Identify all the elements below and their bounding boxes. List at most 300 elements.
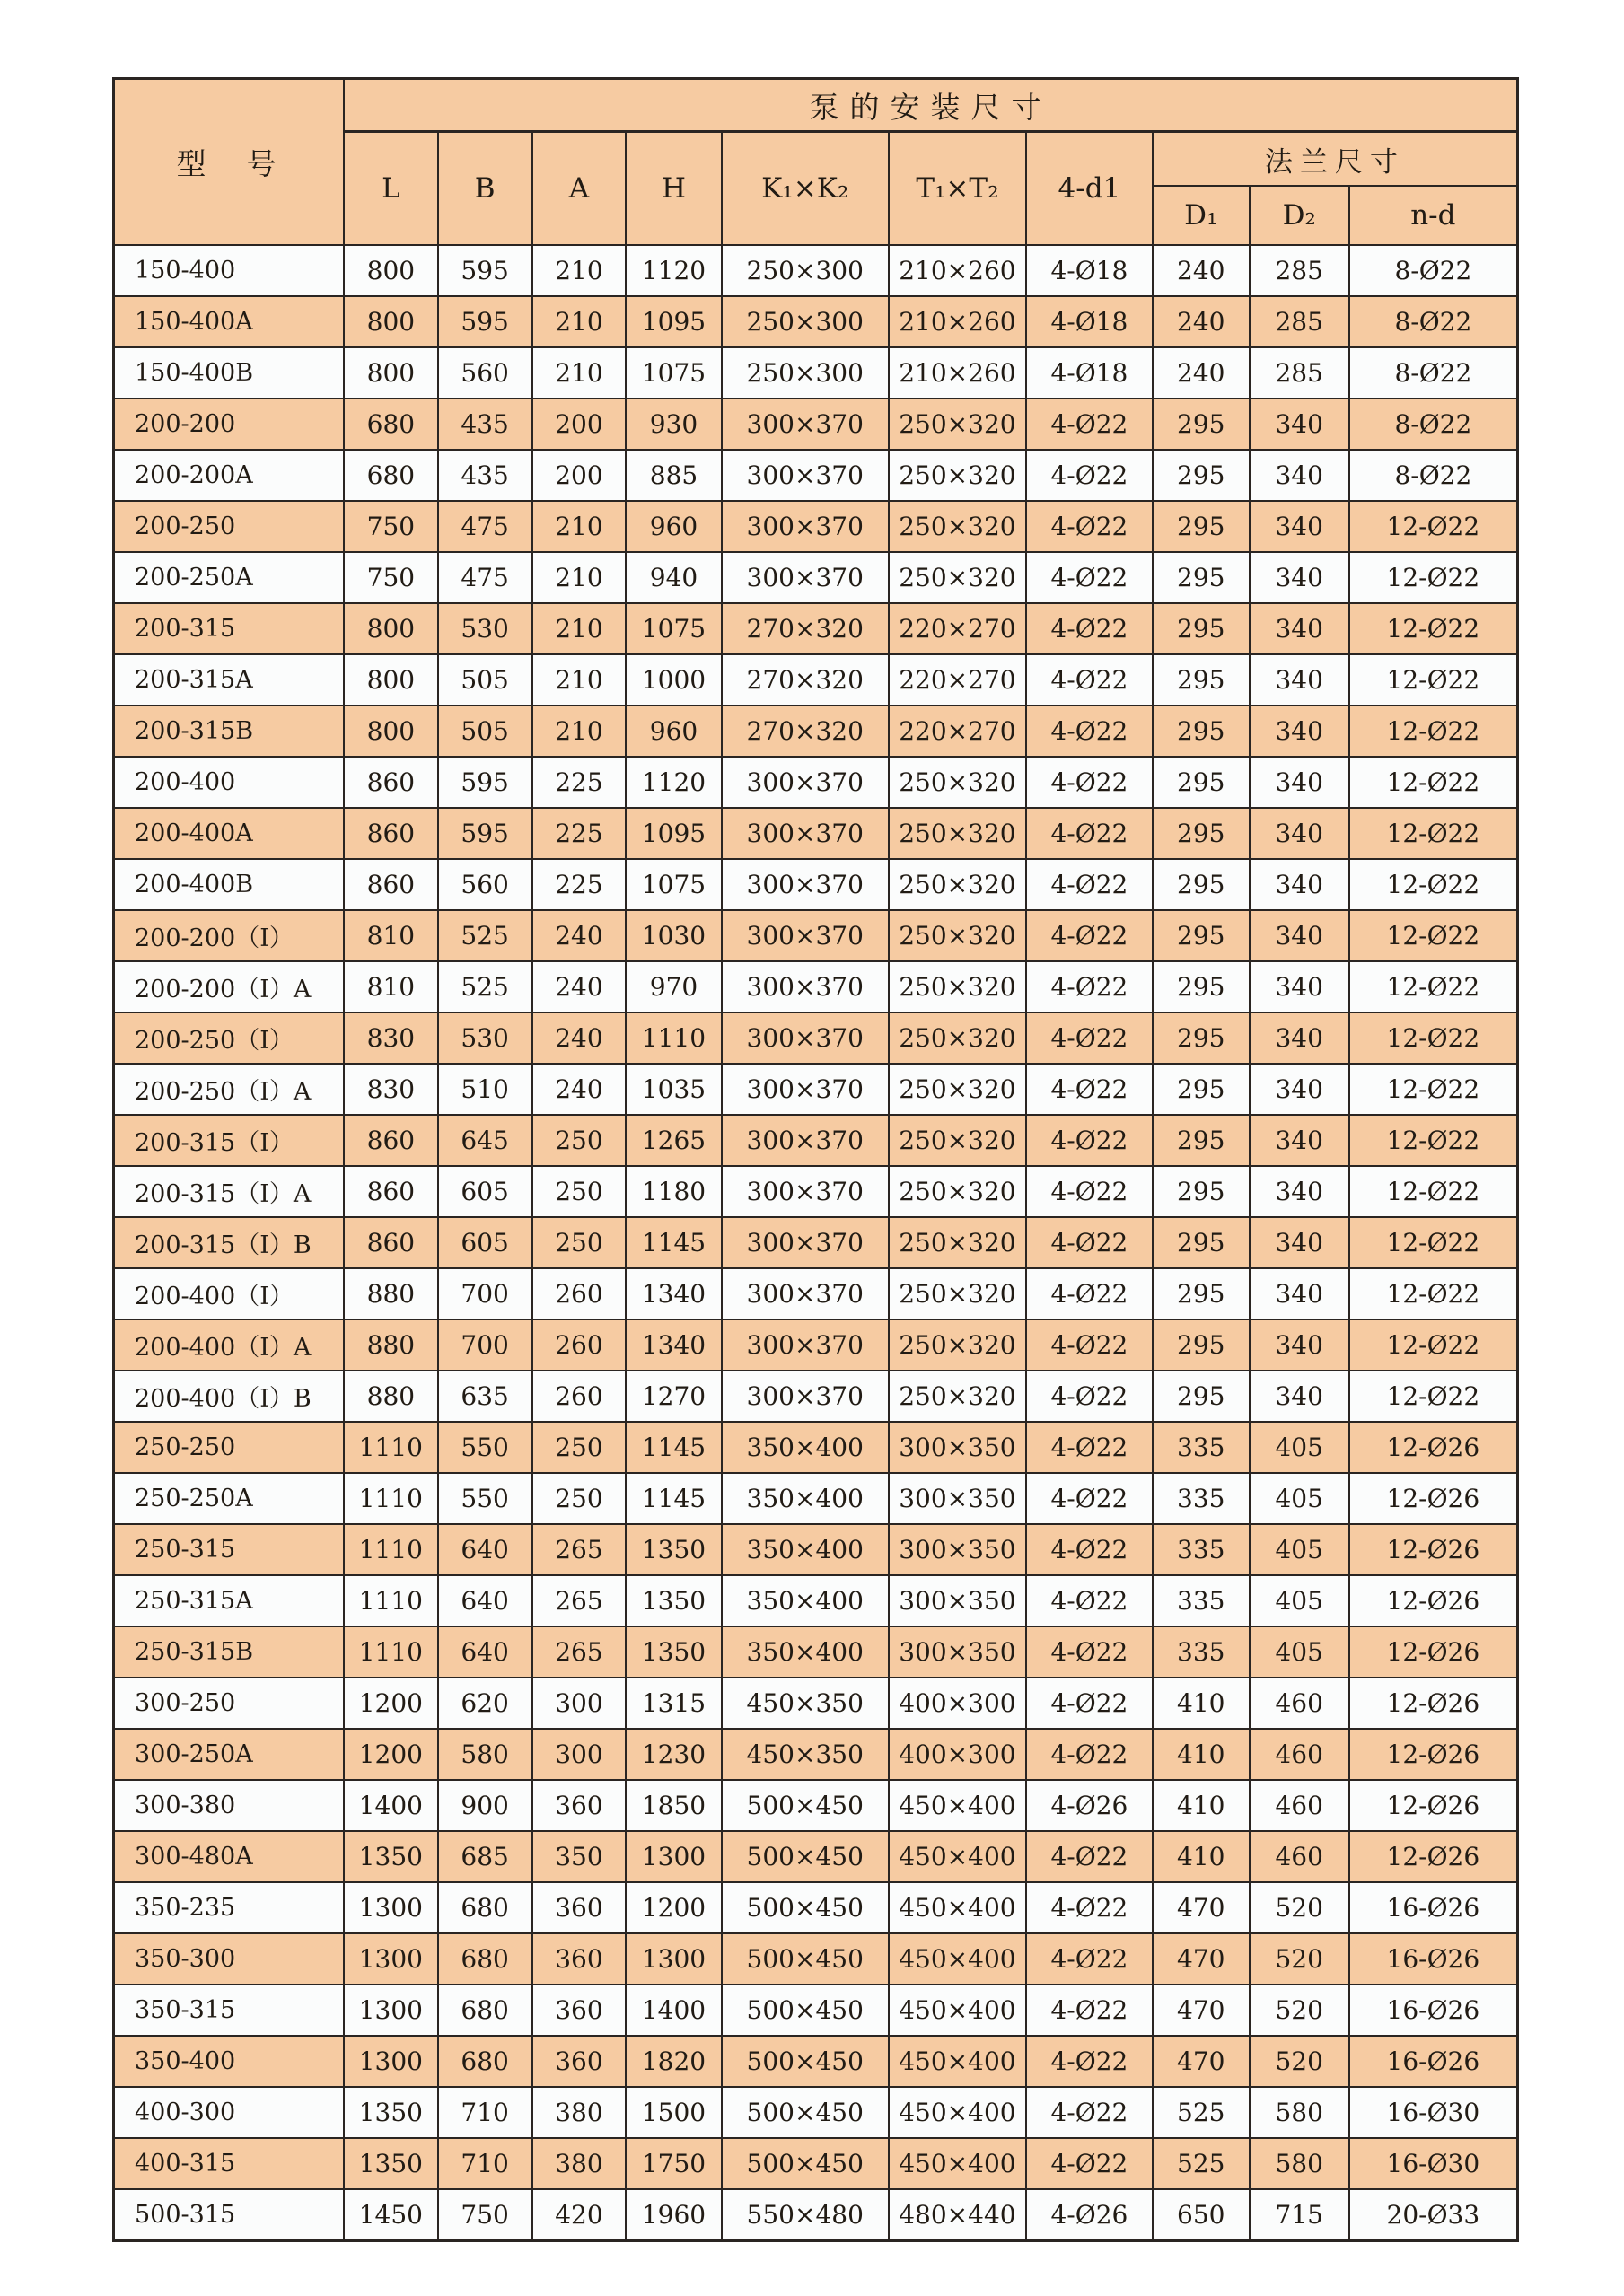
- cell-A: 240: [532, 1064, 627, 1115]
- cell-L: 1450: [344, 2189, 438, 2240]
- cell-H: 1230: [626, 1729, 721, 1780]
- table-row: [114, 1985, 1518, 2036]
- cell-A: 380: [532, 2138, 627, 2189]
- cell-L: 1110: [344, 1422, 438, 1473]
- cell-4-d1: 4-Ø22: [1026, 1115, 1153, 1166]
- cell-K1xK2: 350×400: [722, 1422, 889, 1473]
- cell-A: 225: [532, 808, 627, 859]
- header-flange-dimensions: 法兰尺寸: [1153, 132, 1518, 187]
- cell-n-d: 16-Ø26: [1349, 2036, 1518, 2087]
- cell-H: 940: [626, 552, 721, 603]
- cell-K1xK2: 300×370: [722, 1217, 889, 1268]
- cell-model: 350-400: [114, 2036, 344, 2087]
- cell-D1: 335: [1153, 1626, 1250, 1678]
- cell-T1xT2: 250×320: [889, 1319, 1026, 1371]
- cell-T1xT2: 300×350: [889, 1422, 1026, 1473]
- table-row: [114, 961, 1518, 1012]
- cell-T1xT2: 250×320: [889, 1012, 1026, 1064]
- cell-model: 200-315（I）A: [114, 1166, 344, 1217]
- cell-n-d: 12-Ø26: [1349, 1575, 1518, 1626]
- cell-4-d1: 4-Ø18: [1026, 347, 1153, 399]
- cell-K1xK2: 500×450: [722, 2087, 889, 2138]
- cell-B: 620: [438, 1678, 532, 1729]
- cell-A: 360: [532, 1985, 627, 2036]
- cell-K1xK2: 300×370: [722, 450, 889, 501]
- cell-4-d1: 4-Ø22: [1026, 1217, 1153, 1268]
- cell-model: 200-400（I）: [114, 1268, 344, 1319]
- cell-A: 420: [532, 2189, 627, 2240]
- cell-n-d: 12-Ø22: [1349, 808, 1518, 859]
- pump-dimension-table-wrap: [112, 77, 1519, 2242]
- cell-D1: 295: [1153, 399, 1250, 450]
- cell-D2: 285: [1250, 296, 1349, 347]
- cell-D2: 715: [1250, 2189, 1349, 2240]
- cell-T1xT2: 220×270: [889, 603, 1026, 654]
- cell-D2: 285: [1250, 245, 1349, 296]
- cell-D2: 580: [1250, 2087, 1349, 2138]
- cell-model: 300-250: [114, 1678, 344, 1729]
- cell-model: 300-250A: [114, 1729, 344, 1780]
- cell-K1xK2: 450×350: [722, 1729, 889, 1780]
- cell-D2: 405: [1250, 1473, 1349, 1524]
- cell-A: 350: [532, 1831, 627, 1882]
- cell-T1xT2: 250×320: [889, 1371, 1026, 1422]
- cell-model: 250-250: [114, 1422, 344, 1473]
- cell-T1xT2: 300×350: [889, 1575, 1026, 1626]
- cell-4-d1: 4-Ø22: [1026, 910, 1153, 961]
- cell-T1xT2: 400×300: [889, 1729, 1026, 1780]
- cell-n-d: 12-Ø22: [1349, 859, 1518, 910]
- cell-D1: 470: [1153, 1933, 1250, 1985]
- cell-B: 510: [438, 1064, 532, 1115]
- cell-D2: 520: [1250, 1985, 1349, 2036]
- cell-D1: 295: [1153, 654, 1250, 705]
- cell-4-d1: 4-Ø22: [1026, 1012, 1153, 1064]
- cell-A: 250: [532, 1166, 627, 1217]
- cell-4-d1: 4-Ø18: [1026, 296, 1153, 347]
- cell-n-d: 12-Ø22: [1349, 1268, 1518, 1319]
- cell-A: 265: [532, 1626, 627, 1678]
- cell-B: 580: [438, 1729, 532, 1780]
- cell-model: 200-315（I）B: [114, 1217, 344, 1268]
- cell-n-d: 12-Ø22: [1349, 757, 1518, 808]
- cell-D2: 340: [1250, 399, 1349, 450]
- cell-4-d1: 4-Ø22: [1026, 2036, 1153, 2087]
- cell-T1xT2: 250×320: [889, 552, 1026, 603]
- cell-D1: 295: [1153, 808, 1250, 859]
- cell-L: 750: [344, 501, 438, 552]
- cell-H: 1400: [626, 1985, 721, 2036]
- header-col-B: B: [438, 132, 532, 246]
- cell-K1xK2: 500×450: [722, 1985, 889, 2036]
- cell-n-d: 12-Ø22: [1349, 1217, 1518, 1268]
- cell-K1xK2: 300×370: [722, 808, 889, 859]
- table-row: [114, 1729, 1518, 1780]
- cell-H: 1350: [626, 1575, 721, 1626]
- table-row: [114, 399, 1518, 450]
- cell-n-d: 16-Ø26: [1349, 1985, 1518, 2036]
- cell-T1xT2: 450×400: [889, 1882, 1026, 1933]
- cell-K1xK2: 500×450: [722, 1780, 889, 1831]
- cell-D2: 340: [1250, 1371, 1349, 1422]
- table-row: [114, 1012, 1518, 1064]
- cell-n-d: 12-Ø22: [1349, 705, 1518, 757]
- cell-B: 900: [438, 1780, 532, 1831]
- cell-D2: 340: [1250, 501, 1349, 552]
- cell-D2: 285: [1250, 347, 1349, 399]
- cell-L: 1300: [344, 1985, 438, 2036]
- cell-model: 200-400A: [114, 808, 344, 859]
- cell-T1xT2: 210×260: [889, 296, 1026, 347]
- cell-L: 680: [344, 450, 438, 501]
- cell-A: 360: [532, 2036, 627, 2087]
- cell-L: 680: [344, 399, 438, 450]
- cell-4-d1: 4-Ø22: [1026, 1985, 1153, 2036]
- cell-D2: 340: [1250, 1012, 1349, 1064]
- table-row: [114, 2138, 1518, 2189]
- cell-A: 200: [532, 399, 627, 450]
- cell-T1xT2: 250×320: [889, 1166, 1026, 1217]
- cell-H: 1270: [626, 1371, 721, 1422]
- cell-H: 1145: [626, 1422, 721, 1473]
- cell-B: 595: [438, 245, 532, 296]
- cell-H: 885: [626, 450, 721, 501]
- cell-L: 860: [344, 808, 438, 859]
- cell-D2: 340: [1250, 1217, 1349, 1268]
- cell-L: 1200: [344, 1678, 438, 1729]
- table-row: [114, 2036, 1518, 2087]
- cell-B: 700: [438, 1268, 532, 1319]
- cell-n-d: 12-Ø26: [1349, 1729, 1518, 1780]
- table-row: [114, 910, 1518, 961]
- cell-D2: 340: [1250, 1115, 1349, 1166]
- cell-D1: 295: [1153, 1319, 1250, 1371]
- cell-T1xT2: 450×400: [889, 2138, 1026, 2189]
- cell-4-d1: 4-Ø22: [1026, 1882, 1153, 1933]
- cell-4-d1: 4-Ø22: [1026, 1729, 1153, 1780]
- cell-H: 960: [626, 705, 721, 757]
- cell-H: 1000: [626, 654, 721, 705]
- cell-n-d: 20-Ø33: [1349, 2189, 1518, 2240]
- cell-H: 1035: [626, 1064, 721, 1115]
- cell-B: 605: [438, 1166, 532, 1217]
- cell-H: 1300: [626, 1831, 721, 1882]
- cell-model: 200-250: [114, 501, 344, 552]
- cell-D1: 240: [1153, 347, 1250, 399]
- cell-H: 1820: [626, 2036, 721, 2087]
- cell-L: 1300: [344, 2036, 438, 2087]
- cell-B: 475: [438, 501, 532, 552]
- table-body: [114, 245, 1518, 2240]
- cell-model: 150-400: [114, 245, 344, 296]
- header-col-D1: D₁: [1153, 186, 1250, 245]
- cell-D1: 525: [1153, 2138, 1250, 2189]
- table-row: [114, 757, 1518, 808]
- cell-L: 880: [344, 1268, 438, 1319]
- cell-A: 210: [532, 603, 627, 654]
- cell-D2: 340: [1250, 910, 1349, 961]
- cell-n-d: 12-Ø26: [1349, 1473, 1518, 1524]
- cell-L: 1350: [344, 1831, 438, 1882]
- cell-A: 260: [532, 1371, 627, 1422]
- cell-B: 685: [438, 1831, 532, 1882]
- cell-model: 400-300: [114, 2087, 344, 2138]
- cell-H: 1200: [626, 1882, 721, 1933]
- cell-D1: 295: [1153, 1268, 1250, 1319]
- pump-dimension-table: [112, 77, 1519, 2242]
- cell-n-d: 12-Ø22: [1349, 1319, 1518, 1371]
- cell-D2: 340: [1250, 1064, 1349, 1115]
- cell-T1xT2: 250×320: [889, 1064, 1026, 1115]
- cell-A: 360: [532, 1882, 627, 1933]
- cell-H: 1145: [626, 1217, 721, 1268]
- cell-n-d: 12-Ø22: [1349, 603, 1518, 654]
- cell-D2: 460: [1250, 1678, 1349, 1729]
- header-install-dimensions: 泵的安装尺寸: [344, 79, 1518, 132]
- table-row: [114, 859, 1518, 910]
- cell-n-d: 12-Ø22: [1349, 1115, 1518, 1166]
- cell-D1: 295: [1153, 1064, 1250, 1115]
- cell-H: 1850: [626, 1780, 721, 1831]
- header-col-4-d1: 4-d1: [1026, 132, 1153, 246]
- cell-4-d1: 4-Ø22: [1026, 1422, 1153, 1473]
- cell-K1xK2: 350×400: [722, 1626, 889, 1678]
- cell-B: 550: [438, 1422, 532, 1473]
- cell-D1: 295: [1153, 1115, 1250, 1166]
- cell-T1xT2: 250×320: [889, 859, 1026, 910]
- cell-D1: 295: [1153, 910, 1250, 961]
- cell-K1xK2: 350×400: [722, 1575, 889, 1626]
- cell-4-d1: 4-Ø22: [1026, 2087, 1153, 2138]
- cell-T1xT2: 220×270: [889, 654, 1026, 705]
- cell-L: 800: [344, 245, 438, 296]
- cell-T1xT2: 450×400: [889, 1933, 1026, 1985]
- cell-T1xT2: 450×400: [889, 1985, 1026, 2036]
- cell-n-d: 16-Ø26: [1349, 1933, 1518, 1985]
- cell-D2: 340: [1250, 1166, 1349, 1217]
- cell-K1xK2: 500×450: [722, 1831, 889, 1882]
- cell-D1: 410: [1153, 1678, 1250, 1729]
- cell-D1: 650: [1153, 2189, 1250, 2240]
- cell-D1: 295: [1153, 859, 1250, 910]
- cell-B: 750: [438, 2189, 532, 2240]
- cell-model: 200-250A: [114, 552, 344, 603]
- cell-B: 525: [438, 961, 532, 1012]
- table-row: [114, 1371, 1518, 1422]
- cell-A: 260: [532, 1268, 627, 1319]
- cell-D1: 335: [1153, 1473, 1250, 1524]
- cell-B: 435: [438, 399, 532, 450]
- cell-D1: 335: [1153, 1575, 1250, 1626]
- table-row: [114, 1166, 1518, 1217]
- cell-model: 250-315A: [114, 1575, 344, 1626]
- cell-K1xK2: 550×480: [722, 2189, 889, 2240]
- cell-T1xT2: 450×400: [889, 1831, 1026, 1882]
- cell-4-d1: 4-Ø22: [1026, 399, 1153, 450]
- cell-L: 860: [344, 757, 438, 808]
- cell-D2: 520: [1250, 2036, 1349, 2087]
- cell-D2: 460: [1250, 1729, 1349, 1780]
- cell-B: 525: [438, 910, 532, 961]
- cell-H: 1340: [626, 1268, 721, 1319]
- cell-L: 1350: [344, 2087, 438, 2138]
- cell-D1: 295: [1153, 1012, 1250, 1064]
- table-row: [114, 501, 1518, 552]
- cell-4-d1: 4-Ø22: [1026, 450, 1153, 501]
- cell-K1xK2: 270×320: [722, 705, 889, 757]
- cell-D1: 295: [1153, 1166, 1250, 1217]
- cell-B: 640: [438, 1524, 532, 1575]
- cell-n-d: 12-Ø22: [1349, 961, 1518, 1012]
- cell-4-d1: 4-Ø22: [1026, 1933, 1153, 1985]
- table-row: [114, 552, 1518, 603]
- cell-A: 240: [532, 1012, 627, 1064]
- cell-T1xT2: 450×400: [889, 2087, 1026, 2138]
- table-row: [114, 1626, 1518, 1678]
- cell-T1xT2: 210×260: [889, 245, 1026, 296]
- table-row: [114, 296, 1518, 347]
- header-col-H: H: [626, 132, 721, 246]
- cell-D1: 295: [1153, 757, 1250, 808]
- cell-A: 210: [532, 347, 627, 399]
- cell-A: 225: [532, 757, 627, 808]
- cell-B: 595: [438, 757, 532, 808]
- cell-D2: 405: [1250, 1524, 1349, 1575]
- cell-D2: 340: [1250, 1319, 1349, 1371]
- header-model: 型 号: [114, 79, 344, 246]
- cell-H: 1315: [626, 1678, 721, 1729]
- cell-L: 1400: [344, 1780, 438, 1831]
- cell-K1xK2: 270×320: [722, 654, 889, 705]
- cell-model: 200-200（I）A: [114, 961, 344, 1012]
- cell-L: 800: [344, 654, 438, 705]
- cell-model: 200-315: [114, 603, 344, 654]
- cell-K1xK2: 300×370: [722, 1012, 889, 1064]
- cell-A: 250: [532, 1115, 627, 1166]
- cell-A: 210: [532, 552, 627, 603]
- cell-D1: 295: [1153, 961, 1250, 1012]
- cell-H: 1340: [626, 1319, 721, 1371]
- cell-B: 595: [438, 808, 532, 859]
- table-row: [114, 1524, 1518, 1575]
- cell-H: 1095: [626, 296, 721, 347]
- cell-n-d: 8-Ø22: [1349, 296, 1518, 347]
- cell-L: 800: [344, 705, 438, 757]
- cell-model: 200-400（I）B: [114, 1371, 344, 1422]
- table-row: [114, 1780, 1518, 1831]
- cell-K1xK2: 450×350: [722, 1678, 889, 1729]
- cell-n-d: 12-Ø22: [1349, 654, 1518, 705]
- cell-B: 560: [438, 347, 532, 399]
- cell-n-d: 12-Ø22: [1349, 910, 1518, 961]
- cell-A: 250: [532, 1422, 627, 1473]
- table-row: [114, 1115, 1518, 1166]
- cell-K1xK2: 300×370: [722, 552, 889, 603]
- cell-D1: 295: [1153, 450, 1250, 501]
- cell-T1xT2: 450×400: [889, 1780, 1026, 1831]
- cell-D2: 460: [1250, 1831, 1349, 1882]
- cell-L: 1110: [344, 1575, 438, 1626]
- cell-A: 240: [532, 910, 627, 961]
- cell-L: 1200: [344, 1729, 438, 1780]
- cell-A: 200: [532, 450, 627, 501]
- table-header: [114, 79, 1518, 246]
- cell-B: 550: [438, 1473, 532, 1524]
- cell-model: 200-400: [114, 757, 344, 808]
- cell-D1: 410: [1153, 1729, 1250, 1780]
- cell-D2: 405: [1250, 1575, 1349, 1626]
- cell-A: 210: [532, 245, 627, 296]
- cell-L: 830: [344, 1012, 438, 1064]
- table-row: [114, 808, 1518, 859]
- cell-B: 640: [438, 1575, 532, 1626]
- cell-D1: 525: [1153, 2087, 1250, 2138]
- cell-model: 250-315B: [114, 1626, 344, 1678]
- cell-T1xT2: 220×270: [889, 705, 1026, 757]
- cell-model: 500-315: [114, 2189, 344, 2240]
- cell-H: 1750: [626, 2138, 721, 2189]
- cell-4-d1: 4-Ø22: [1026, 808, 1153, 859]
- table-row: [114, 450, 1518, 501]
- cell-A: 250: [532, 1473, 627, 1524]
- cell-D1: 410: [1153, 1780, 1250, 1831]
- header-col-D2: D₂: [1250, 186, 1349, 245]
- table-row: [114, 705, 1518, 757]
- cell-D2: 520: [1250, 1882, 1349, 1933]
- cell-n-d: 12-Ø26: [1349, 1780, 1518, 1831]
- cell-model: 350-235: [114, 1882, 344, 1933]
- cell-A: 260: [532, 1319, 627, 1371]
- cell-T1xT2: 300×350: [889, 1524, 1026, 1575]
- cell-H: 1120: [626, 245, 721, 296]
- cell-D2: 340: [1250, 450, 1349, 501]
- cell-model: 200-200A: [114, 450, 344, 501]
- cell-D2: 340: [1250, 603, 1349, 654]
- cell-4-d1: 4-Ø22: [1026, 1319, 1153, 1371]
- table-row: [114, 245, 1518, 296]
- cell-D2: 340: [1250, 808, 1349, 859]
- cell-H: 1960: [626, 2189, 721, 2240]
- cell-n-d: 12-Ø22: [1349, 552, 1518, 603]
- cell-4-d1: 4-Ø22: [1026, 552, 1153, 603]
- cell-n-d: 12-Ø22: [1349, 1012, 1518, 1064]
- cell-H: 970: [626, 961, 721, 1012]
- table-row: [114, 1933, 1518, 1985]
- cell-D1: 470: [1153, 1882, 1250, 1933]
- cell-T1xT2: 250×320: [889, 910, 1026, 961]
- header-col-L: L: [344, 132, 438, 246]
- cell-L: 860: [344, 859, 438, 910]
- cell-K1xK2: 250×300: [722, 296, 889, 347]
- cell-B: 680: [438, 1882, 532, 1933]
- cell-4-d1: 4-Ø22: [1026, 1371, 1153, 1422]
- cell-T1xT2: 250×320: [889, 757, 1026, 808]
- cell-B: 680: [438, 1933, 532, 1985]
- cell-K1xK2: 250×300: [722, 245, 889, 296]
- cell-H: 1120: [626, 757, 721, 808]
- cell-B: 640: [438, 1626, 532, 1678]
- cell-L: 880: [344, 1371, 438, 1422]
- cell-model: 200-250（I）A: [114, 1064, 344, 1115]
- cell-D2: 340: [1250, 654, 1349, 705]
- cell-L: 750: [344, 552, 438, 603]
- cell-B: 505: [438, 654, 532, 705]
- cell-D1: 335: [1153, 1422, 1250, 1473]
- cell-K1xK2: 300×370: [722, 910, 889, 961]
- cell-A: 225: [532, 859, 627, 910]
- cell-4-d1: 4-Ø22: [1026, 859, 1153, 910]
- cell-4-d1: 4-Ø22: [1026, 603, 1153, 654]
